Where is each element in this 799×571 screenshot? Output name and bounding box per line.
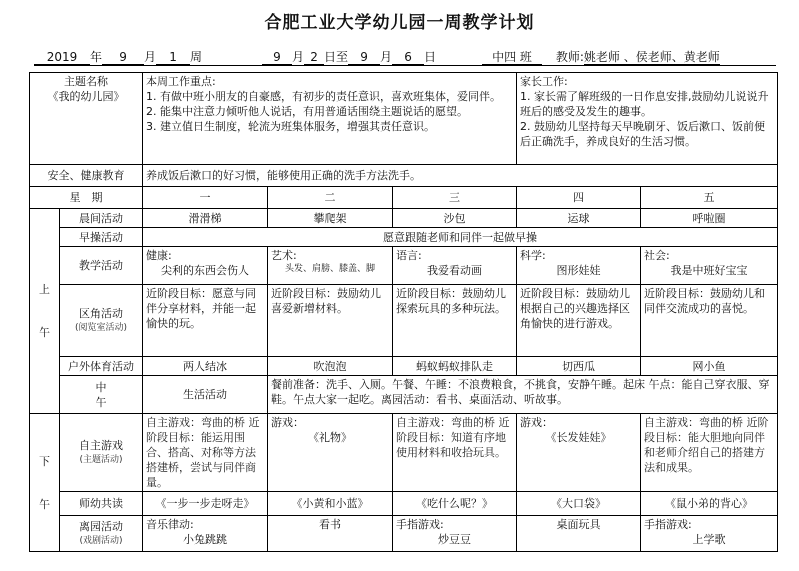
topic: 头发、肩膀、膝盖、脚: [284, 264, 375, 274]
departure-cell: [641, 516, 778, 552]
parents-label: 家长工作:: [520, 75, 568, 88]
safety-row: [30, 165, 778, 187]
morning-char: 上: [39, 283, 50, 296]
departure-content: 桌面玩具: [556, 518, 601, 531]
header-rule: [34, 65, 776, 66]
teaching-cell: [641, 247, 778, 285]
exercise-row: [30, 228, 778, 247]
life-row: [30, 376, 778, 414]
class-info: [482, 48, 720, 65]
morning-section-label: [30, 209, 60, 414]
afternoon-char: 下: [39, 454, 50, 468]
week-label: 星 期: [30, 187, 143, 209]
row-label: 晨间活动: [60, 209, 143, 228]
departure-cell: [268, 516, 393, 552]
departure-title: 手指游戏:: [396, 518, 444, 531]
weekly-plan-table: [29, 72, 778, 552]
corner-cell: 近阶段目标：鼓励幼儿喜爱新增材料。: [268, 285, 393, 357]
game-name: 《长发娃娃》: [545, 431, 612, 444]
parents-item: 2. 鼓励幼儿坚持每天早晚刷牙、饭后漱口、饭前便后正确洗手，养成良好的生活习惯。: [520, 120, 766, 148]
from-month-value: 9: [262, 50, 292, 65]
from-day-label: 日至: [324, 50, 349, 64]
noon-char: 午: [95, 395, 107, 409]
activity-cell: 呼啦圈: [641, 209, 778, 228]
day-header: 四: [517, 187, 641, 209]
teacher-names: 姚老师 、侯老师、黄老师: [583, 50, 720, 64]
free-play-cell: [517, 414, 641, 492]
day-header: 二: [268, 187, 393, 209]
weekday-row: [30, 187, 778, 209]
outdoor-cell: 切西瓜: [517, 357, 641, 376]
activity-cell: 运球: [517, 209, 641, 228]
focus-item: 3. 建立值日生制度，轮流为班集体服务，增强其责任意识。: [146, 120, 435, 133]
teacher-label: 教师:: [555, 50, 584, 64]
plan-header: [34, 48, 202, 65]
date-range: [262, 48, 436, 65]
teaching-cell: [268, 247, 393, 285]
book-cell: 《吃什么呢？》: [393, 492, 517, 516]
focus-item: 2. 能集中注意力倾听他人说话，有用普通话围绕主题说话的愿望。: [146, 105, 468, 118]
teaching-cell: [393, 247, 517, 285]
outdoor-cell: 两人结冰: [143, 357, 268, 376]
subject: 语言:: [396, 249, 422, 262]
row-label: 教学活动: [60, 247, 143, 285]
noon-char: 中: [95, 380, 107, 394]
departure-cell: [393, 516, 517, 552]
to-day-value: 6: [392, 50, 424, 65]
teaching-cell: [143, 247, 268, 285]
departure-label: 离园活动: [79, 519, 123, 533]
safety-content: 养成饭后漱口的好习惯，能够使用正确的洗手方法洗手。: [143, 165, 778, 187]
row-label: [60, 414, 143, 492]
outdoor-cell: 吹泡泡: [268, 357, 393, 376]
overview-row: [30, 73, 778, 165]
shared-reading-row: [30, 492, 778, 516]
to-month-label: 月: [380, 50, 393, 64]
year-label: 年: [90, 50, 103, 64]
theme-label: 主题名称: [64, 75, 108, 88]
row-label: 户外体育活动: [60, 357, 143, 376]
parents-item: 1. 家长需了解班级的一日作息安排,鼓励幼儿说说升班后的感受及发生的趣事。: [520, 90, 769, 118]
topic: 尖利的东西会伤人: [161, 264, 249, 277]
corner-cell: 近阶段目标：愿意与同伴分享材料，并能一起愉快的玩。: [143, 285, 268, 357]
month-label: 月: [144, 50, 157, 64]
from-month-label: 月: [292, 50, 305, 64]
row-label: 师幼共读: [60, 492, 143, 516]
departure-title: 手指游戏:: [644, 518, 692, 531]
theme-cell: [30, 73, 143, 165]
morning-char: 午: [39, 326, 50, 339]
row-label: 生活活动: [143, 376, 268, 414]
focus-item: 1. 有做中班小朋友的自豪感，有初步的责任意识，喜欢班集体，爱同伴。: [146, 90, 501, 103]
topic: 图形娃娃: [556, 264, 601, 277]
week-label: 周: [190, 50, 203, 64]
book-cell: 《一步一步走呀走》: [143, 492, 268, 516]
book-cell: 《鼠小弟的背心》: [641, 492, 778, 516]
row-label: [60, 516, 143, 552]
subject: 科学:: [520, 249, 546, 262]
book-cell: 《小黄和小蓝》: [268, 492, 393, 516]
outdoor-cell: 网小鱼: [641, 357, 778, 376]
afternoon-section-label: [30, 414, 60, 552]
life-content: 餐前准备：洗手、入厕。午餐、午睡：不浪费粮食，不挑食，安静午睡。起床 午点：能自己穿衣服、穿鞋。午点大家一起吃。离园活动：看书、桌面活动、听故事。: [268, 376, 778, 414]
afternoon-char: 午: [39, 497, 50, 511]
free-play-cell: 自主游戏：弯曲的桥 近阶段目标：能大胆地向同伴和老师介绍自己的搭建方法和成果。: [641, 414, 778, 492]
game-title: 游戏：: [271, 416, 304, 429]
subject: 社会:: [644, 249, 670, 262]
safety-label: 安全、健康教育: [30, 165, 143, 187]
subject: 艺术:: [271, 249, 297, 262]
departure-cell: [143, 516, 268, 552]
to-day-label: 日: [424, 50, 437, 64]
corner-cell: 近阶段目标：鼓励幼儿根据自己的兴趣选择区角愉快的进行游戏。: [517, 285, 641, 357]
corner-sublabel: (阅览室活动): [74, 322, 128, 333]
teaching-row: [30, 247, 778, 285]
day-header: 三: [393, 187, 517, 209]
day-header: 五: [641, 187, 778, 209]
page-title: 合肥工业大学幼儿园一周教学计划: [264, 13, 535, 33]
morning-activity-row: [30, 209, 778, 228]
free-play-cell: [268, 414, 393, 492]
free-play-cell: 自主游戏：弯曲的桥 近阶段目标：能运用围合、搭高、对称等方法搭建桥，尝试与同伴商量。: [143, 414, 268, 492]
outdoor-row: [30, 357, 778, 376]
corner-row: [30, 285, 778, 357]
row-label: 早操活动: [60, 228, 143, 247]
week-number-value: 1: [156, 50, 190, 65]
departure-content: 小兔跳跳: [183, 533, 227, 546]
focus-cell: [143, 73, 517, 165]
year-value: 2019: [34, 50, 90, 65]
topic: 我爱看动画: [427, 264, 483, 277]
theme-name: 《我的幼儿园》: [47, 90, 125, 103]
free-play-label: 自主游戏: [79, 438, 123, 452]
departure-cell: [517, 516, 641, 552]
parents-cell: [517, 73, 778, 165]
focus-label: 本周工作重点:: [146, 75, 216, 88]
subject: 健康:: [146, 249, 172, 262]
book-cell: 《大口袋》: [517, 492, 641, 516]
corner-label: 区角活动: [79, 306, 123, 320]
to-month-value: 9: [348, 50, 380, 65]
day-header: 一: [143, 187, 268, 209]
departure-content: 炒豆豆: [438, 533, 472, 546]
game-title: 游戏：: [520, 416, 554, 429]
activity-cell: 沙包: [393, 209, 517, 228]
departure-sublabel: (戏剧活动): [79, 535, 123, 546]
corner-cell: 近阶段目标：鼓励幼儿探索玩具的多种玩法。: [393, 285, 517, 357]
teaching-cell: [517, 247, 641, 285]
departure-row: [30, 516, 778, 552]
departure-content: 上学歌: [692, 533, 726, 546]
row-label: [60, 285, 143, 357]
departure-content: 看书: [319, 518, 341, 531]
corner-cell: 近阶段目标：鼓励幼儿和同伴交流成功的喜悦。: [641, 285, 778, 357]
from-day-value: 2: [304, 50, 324, 65]
class-name: 中四 班: [482, 50, 542, 65]
game-name: 《礼物》: [308, 431, 352, 444]
topic: 我是中班好宝宝: [670, 264, 748, 277]
activity-cell: 攀爬架: [268, 209, 393, 228]
noon-section-label: [60, 376, 143, 414]
free-play-sublabel: (主题活动): [79, 454, 123, 465]
free-play-row: [30, 414, 778, 492]
exercise-content: 愿意跟随老师和同伴一起做早操: [143, 228, 778, 247]
departure-title: 音乐律动:: [146, 518, 194, 531]
activity-cell: 滑滑梯: [143, 209, 268, 228]
free-play-cell: 自主游戏：弯曲的桥 近阶段目标：知道有序地使用材料和收拾玩具。: [393, 414, 517, 492]
week-month-value: 9: [102, 50, 144, 65]
outdoor-cell: 蚂蚁蚂蚁排队走: [393, 357, 517, 376]
